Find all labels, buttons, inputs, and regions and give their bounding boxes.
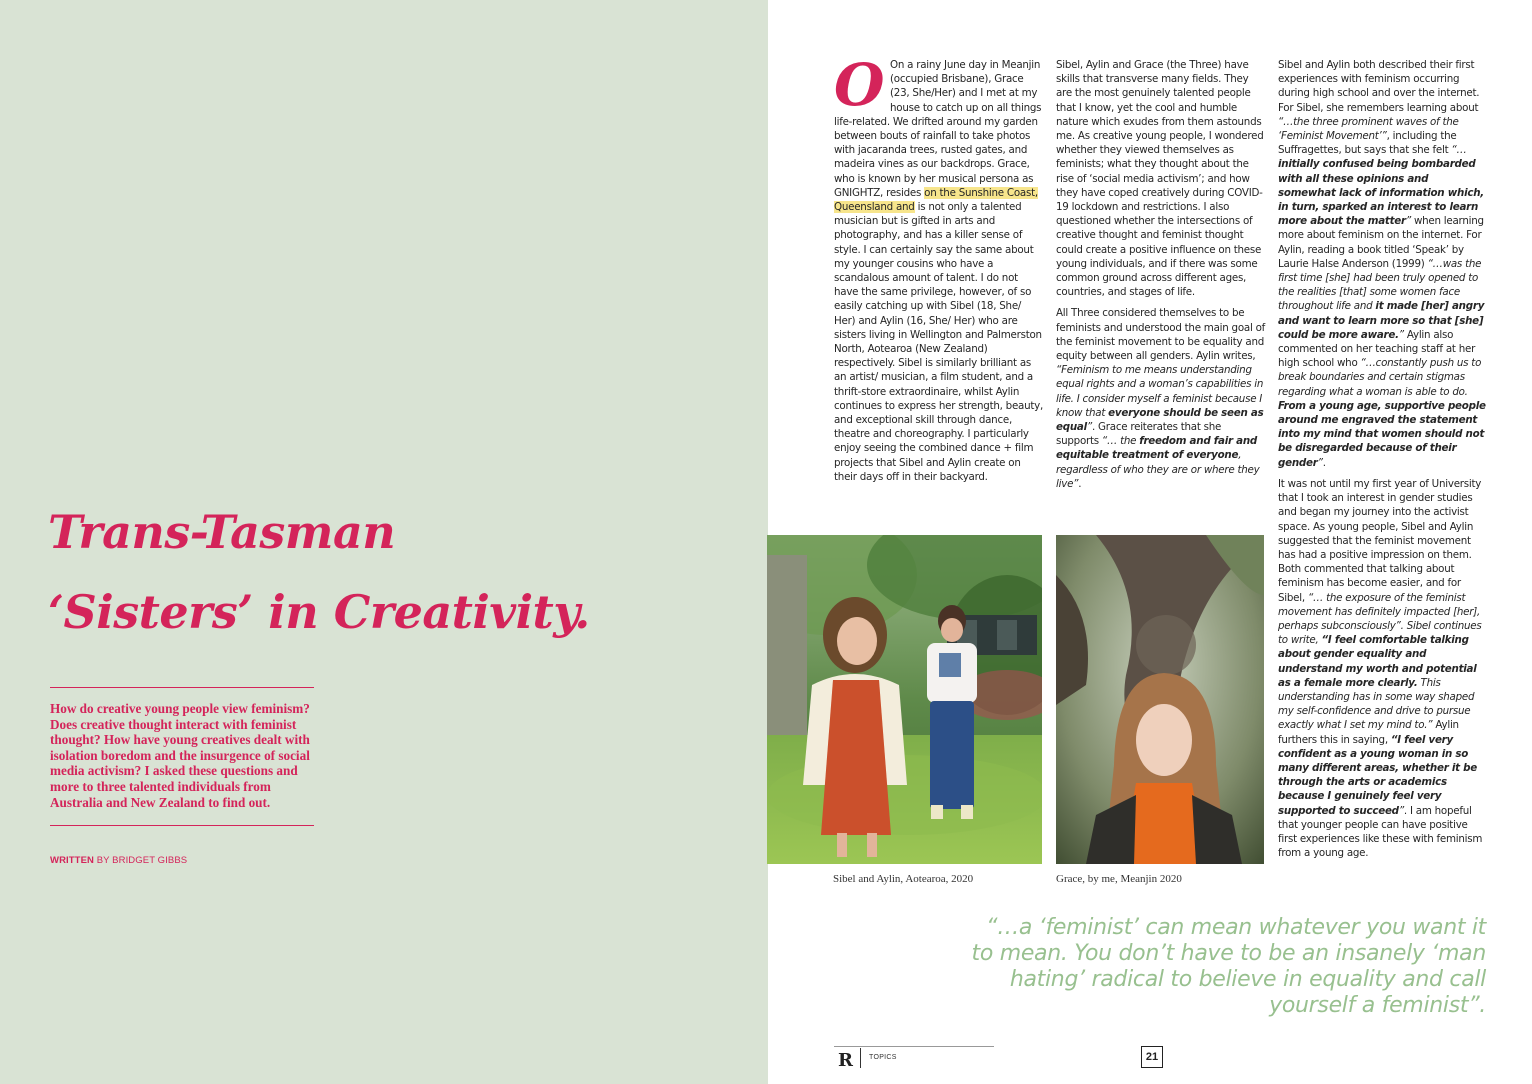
article-column-1 xyxy=(834,51,1044,491)
text-run: It was not until my first year of University that I took an interest in gender studies and began my journey into the activist space. As young people, Sibel and Aylin suggested that the feminist movement has had a positive impression on them. Both commented that talking about feminism has become easier, and for Sibel, xyxy=(1278,477,1482,604)
standfirst-top-rule xyxy=(50,687,314,688)
text-run: when learning more about feminism on the internet. For Aylin, reading a book titled ‘Speak’ by Laurie Halse Anderson (1999) xyxy=(1278,215,1484,270)
footer-divider xyxy=(860,1048,861,1068)
footer-rule xyxy=(834,1046,994,1047)
text-run: . Grace reiterates that she supports xyxy=(1056,421,1222,448)
quote-run: “…was the first time [she] had been truly opened to the realities [that] some women face throughout life and xyxy=(1278,257,1482,313)
article-column-3 xyxy=(1278,58,1488,867)
pull-quote: “…a ‘feminist’ can mean whatever you want it to mean. You don’t have to be an insanely ‘man hating’ radical to believe in equality and call yourself a feminist”. xyxy=(971,915,1486,1018)
quote-run: “…the three prominent waves of the ‘Feminist Movement’” xyxy=(1278,115,1459,143)
photo-sibel-and-aylin xyxy=(767,535,1042,864)
quote-emphasis: From a young age, supportive people around me engraved the statement into my mind that women should not be disregarded because of their gender xyxy=(1278,399,1486,469)
highlighted-text: on the Sunshine Coast, Queensland and xyxy=(834,186,1038,214)
text-run: is not only a talented musician but is gifted in arts and photography, and has a killer sense of style. I can certainly say the same about my younger cousins who have a scandalous amount of talent. I do not have the same privilege, however, of so easily catching up with Sibel (18, She/ Her) and Aylin (16, She/ Her) who are sisters living in Wellington and Palmerston North, Aotearoa (New Zealand) respectively. Sibel is similarly brilliant as an artist/ musician, a film student, and a thrift-store extraordinaire, whilst Aylin continues to express her strength, beauty, and exceptional skill through dance, theatre and choreography. I particularly enjoy seeing the combined dance + film projects that Sibel and Aylin create on their days off in their backyard. xyxy=(834,201,1044,483)
magazine-logo-icon xyxy=(834,1048,858,1070)
article-column-2 xyxy=(1056,58,1266,498)
quote-run: ” xyxy=(1398,804,1404,817)
column2-paragraph-2 xyxy=(1056,306,1266,491)
quote-run: “Feminism to me means understanding equal rights and a woman’s capabilities in life. I consider myself a feminist because I know that xyxy=(1056,364,1264,419)
column2-paragraph-1: Sibel, Aylin and Grace (the Three) have skills that transverse many fields. They are the most genuinely talented people that I know, yet the cool and humble nature which exudes from them astounds me. As creative young people, I wondered whether they viewed themselves as feminists; what they thought about the rise of ‘social media activism’; and how they have coped creatively during COVID-19 lockdown and restrictions. I also questioned whether the intersections of creative thought and feminist thought could create a positive influence on these young individuals, and if there was some common ground across different ages, countries, and stages of life. xyxy=(1056,59,1264,299)
text-run: Aylin also commented on her teaching staff at her high school who xyxy=(1278,328,1476,370)
text-run: All Three considered themselves to be feminists and understood the main goal of the feminist movement to be equality and equity between all genders. Aylin writes, xyxy=(1056,307,1266,363)
quote-emphasis: freedom and fair and equitable treatment of everyone xyxy=(1056,435,1258,462)
quote-run: “…constantly push us to break boundaries and certain stigmas regarding what a woman is able to do. xyxy=(1278,357,1482,398)
quote-run: This understanding has in some way shaped my self-confidence and drive to pursue exactly what I set my mind to.” xyxy=(1278,676,1475,732)
quote-emphasis: everyone should be seen as equal xyxy=(1056,406,1264,434)
byline-author: BY BRIDGET GIBBS xyxy=(96,855,188,866)
byline xyxy=(50,855,187,866)
title-line-2: ‘Sisters’ in Creativity. xyxy=(48,585,590,639)
text-run: . xyxy=(1078,477,1082,490)
photo-caption-2: Grace, by me, Meanjin 2020 xyxy=(1056,873,1182,885)
quote-run: ” xyxy=(1405,215,1411,228)
text-run: On a rainy June day in Meanjin (occupied Brisbane), Grace (23, She/Her) and I met at my house to catch up on all things life-related. We drifted around my garden between bouts of rainfall to take photos with jacaranda trees, rusted gates, and madeira vines as our backdrops. Grace, who is known by her musical persona as GNIGHTZ, resides xyxy=(834,59,1042,199)
quote-emphasis: initially confused being bombarded with all these opinions and somewhat lack of information which, in turn, sparked an interest to learn more about the matter xyxy=(1278,158,1484,228)
quote-emphasis: “I feel very confident as a young woman in so many different areas, whether it be through the arts or academics because I genuinely feel very supported to succeed xyxy=(1278,733,1477,817)
standfirst-bottom-rule xyxy=(50,825,314,826)
page-number: 21 xyxy=(1141,1046,1163,1068)
quote-run: “… the exposure of the feminist movement has definitely impacted [her], perhaps subconsciously”. Sibel continues to write, xyxy=(1278,591,1482,647)
column3-paragraph-1 xyxy=(1278,58,1488,470)
quote-run: ” xyxy=(1317,456,1323,469)
photo-grace xyxy=(1056,535,1264,864)
svg-text:R: R xyxy=(838,1050,853,1070)
quote-emphasis: it made [her] angry and want to learn more so that [she] could be more aware. xyxy=(1278,300,1485,341)
text-run: , including the Suffragettes, but says that she felt xyxy=(1278,130,1457,157)
text-run: Sibel and Aylin both described their first experiences with feminism occurring during high school and over the internet. For Sibel, she remembers learning about xyxy=(1278,59,1480,114)
quote-run: ” xyxy=(1086,421,1093,434)
footer-section-label: TOPICS xyxy=(869,1054,897,1061)
column1-paragraph-1 xyxy=(834,51,1044,484)
quote-run: “… the xyxy=(1101,435,1140,448)
text-run: . I am hopeful that younger people can have positive first experiences like these with feminism from a young age. xyxy=(1278,804,1483,860)
text-run: . xyxy=(1322,456,1326,469)
title-line-1: Trans-Tasman xyxy=(48,505,396,559)
quote-emphasis: “I feel comfortable talking about gender equality and understand my worth and potential as a female more clearly. xyxy=(1278,634,1477,689)
drop-cap: O xyxy=(834,51,885,119)
quote-run: “… xyxy=(1451,144,1467,157)
article-title xyxy=(48,492,748,652)
column3-paragraph-2 xyxy=(1278,477,1488,860)
quote-run: ” xyxy=(1398,328,1404,341)
quote-run: , regardless of who they are or where they live” xyxy=(1056,449,1260,490)
text-run: Aylin furthers this in saying, xyxy=(1278,719,1459,746)
photo-grace-image xyxy=(1056,535,1264,864)
standfirst: How do creative young people view feminism? Does creative thought interact with feminist thought? How have young creatives dealt with isolation boredom and the insurgence of social media activism? I asked these questions and more to three talented individuals from Australia and New Zealand to find out. xyxy=(50,701,310,810)
byline-label: WRITTEN xyxy=(50,855,94,866)
photo-sibel-and-aylin-image xyxy=(767,535,1042,864)
photo-caption-1: Sibel and Aylin, Aotearoa, 2020 xyxy=(833,873,974,885)
